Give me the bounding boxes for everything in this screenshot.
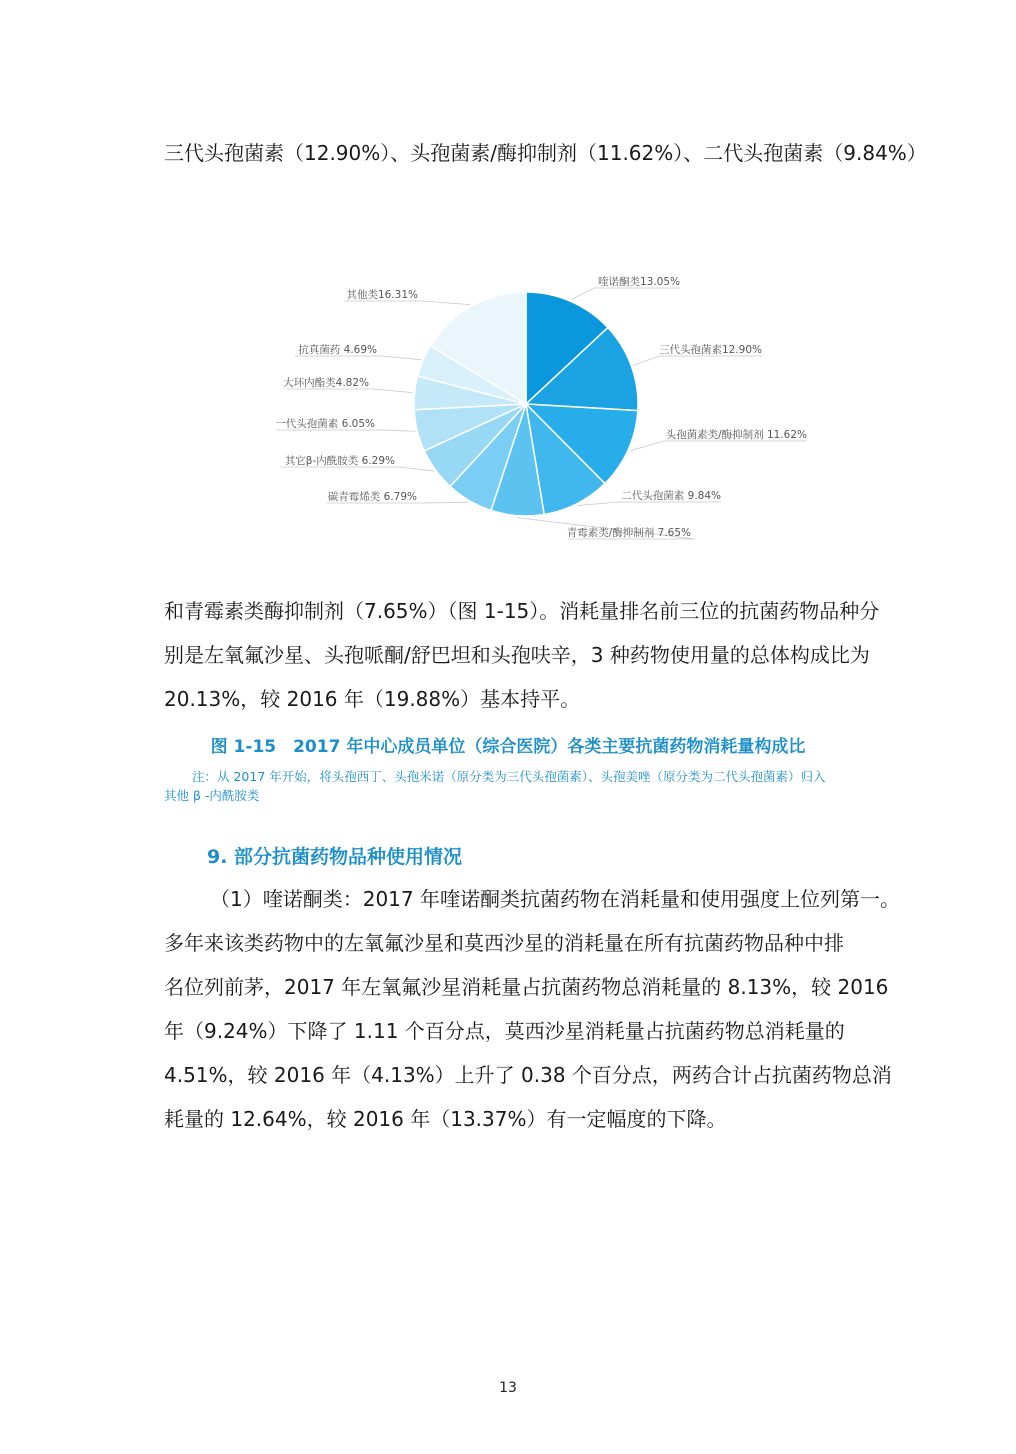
body-text-line: 20.13%，较 2016 年（19.88%）基本持平。 <box>164 687 581 711</box>
leader-line <box>344 301 470 305</box>
slice-label: 头孢菌素类/酶抑制剂 11.62% <box>665 429 807 441</box>
page-number: 13 <box>499 1380 517 1396</box>
body-text-line: 名位列前茅，2017 年左氧氟沙星消耗量占抗菌药物总消耗量的 8.13%，较 2016 <box>164 975 889 999</box>
figure-caption: 图 1-15 2017 年中心成员单位（综合医院）各类主要抗菌药物消耗量构成比 <box>210 737 806 757</box>
slice-label: 一代头孢菌素 6.05% <box>275 418 375 430</box>
section-heading: 9. 部分抗菌药物品种使用情况 <box>207 846 463 868</box>
leader-line <box>633 356 762 365</box>
figure-note: 其他 β -内酰胺类 <box>164 788 260 803</box>
slice-label: 大环内酯类4.82% <box>283 377 369 389</box>
body-text-line: 和青霉素类酶抑制剂（7.65%）（图 1-15）。消耗量排名前三位的抗菌药物品种分 <box>164 599 880 623</box>
slice-label: 二代头孢菌素 9.84% <box>621 490 721 502</box>
slice-label: 其它β-内酰胺类 6.29% <box>284 455 395 467</box>
leader-line <box>277 430 416 431</box>
figure-note: 注：从 2017 年开始，将头孢西丁、头孢米诺（原分类为三代头孢菌素）、头孢美唑（原分类为二代头孢菌素）归入 <box>192 769 826 784</box>
slice-label: 青霉素类/酶抑制剂 7.65% <box>566 527 691 539</box>
slice-label: 其他类16.31% <box>346 289 418 301</box>
leader-line <box>578 502 721 506</box>
body-text-line: 三代头孢菌素（12.90%）、头孢菌素/酶抑制剂（11.62%）、二代头孢菌素（9.84%） <box>164 141 927 165</box>
slice-label: 碳青霉烯类 6.79% <box>327 491 417 503</box>
slice-label: 喹诺酮类13.05% <box>597 276 680 288</box>
slice-label: 三代头孢菌素12.90% <box>658 344 762 356</box>
leader-line <box>280 467 434 471</box>
slice-label: 抗真菌药 4.69% <box>298 344 377 356</box>
body-text-line: （1）喹诺酮类：2017 年喹诺酮类抗菌药物在消耗量和使用强度上位列第一。 <box>210 887 900 911</box>
body-text-line: 耗量的 12.64%，较 2016 年（13.37%）有一定幅度的下降。 <box>164 1107 727 1131</box>
leader-line <box>287 389 413 393</box>
pie-chart <box>260 262 820 552</box>
body-text-line: 年（9.24%）下降了 1.11 个百分点，莫西沙星消耗量占抗菌药物总消耗量的 <box>164 1019 845 1043</box>
body-text-line: 多年来该类药物中的左氧氟沙星和莫西沙星的消耗量在所有抗菌药物品种中排 <box>164 931 844 955</box>
leader-line <box>295 356 421 360</box>
body-text-line: 别是左氧氟沙星、头孢哌酮/舒巴坦和头孢呋辛，3 种药物使用量的总体构成比为 <box>164 643 870 667</box>
leader-line <box>630 441 807 451</box>
body-text-line: 4.51%，较 2016 年（4.13%）上升了 0.38 个百分点，两药合计占抗菌药物总消 <box>164 1063 892 1087</box>
leader-line <box>571 288 680 299</box>
